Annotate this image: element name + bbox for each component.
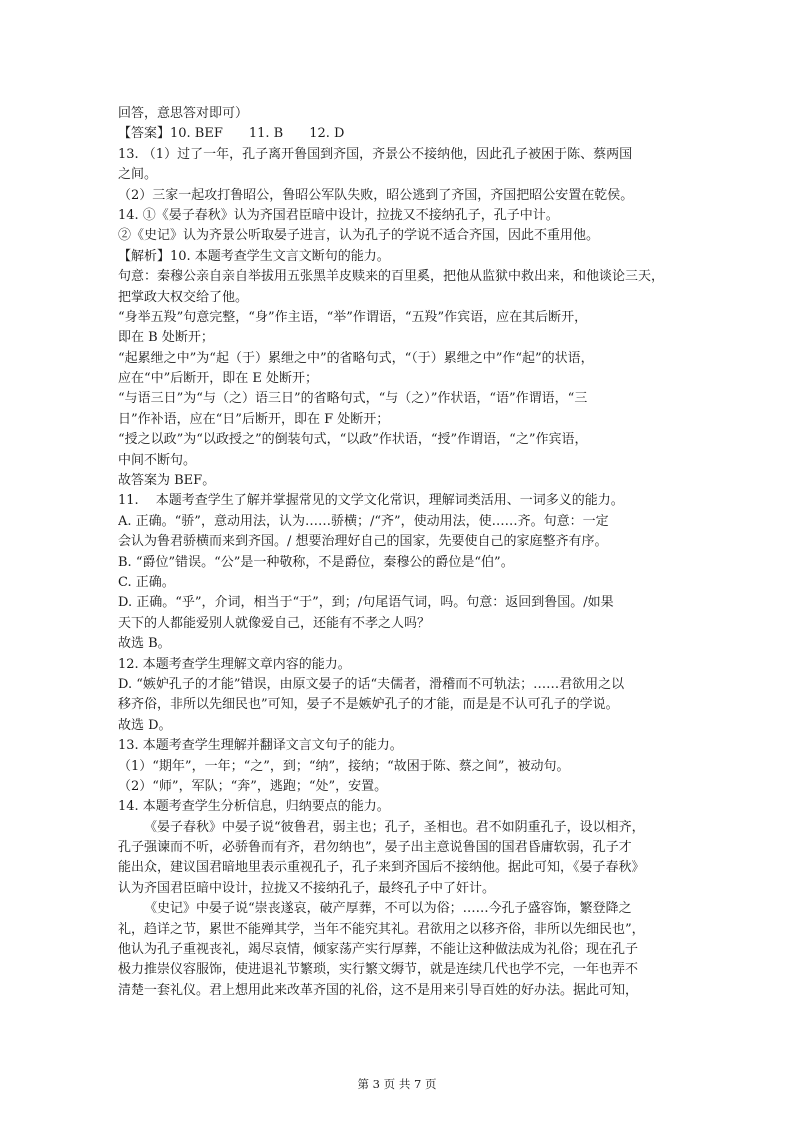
text-line: 极力推崇仪容服饰，使进退礼节繁琐，实行繁文缛节，就是连续几代也学不完，一年也弄不 <box>118 962 639 978</box>
text-line: （1）“期年”，一年；“之”，到；“纳”，接纳；“故困于陈、蔡之间”，被动句。 <box>118 758 570 774</box>
text-line: 之间。 <box>118 167 158 183</box>
text-line: “与语三日”为“与（之）语三日”的省略句式，“与（之）”作状语，“语”作谓语，“三 <box>118 391 588 407</box>
text-line-indented: 《晏子春秋》中晏子说“彼鲁君，弱主也；孔子，圣相也。君不如阴重孔子，设以相齐， <box>144 819 645 835</box>
text-line: 把掌政大权交给了他。 <box>118 289 249 305</box>
text-line: 清楚一套礼仪。君上想用此来改革齐国的礼俗，这不是用来引导百姓的好办法。据此可知， <box>118 982 639 998</box>
text-line: B. “爵位”错误。“公”是一种敬称，不是爵位，秦穆公的爵位是“伯”。 <box>118 554 514 570</box>
text-line: 14. ①《晏子春秋》认为齐国君臣暗中设计，拉拢又不接纳孔子，孔子中计。 <box>118 207 559 223</box>
text-line: 孔子强谏而不听，必骄鲁而有齐，君勿纳也”，晏子出主意说鲁国的国君昏庸软弱，孔子才 <box>118 840 632 856</box>
text-line: 14. 本题考查学生分析信息，归纳要点的能力。 <box>118 799 390 815</box>
text-line: 中间不断句。 <box>118 452 197 468</box>
text-line: “授之以政”为“以政授之”的倒装句式，“以政”作状语，“授”作谓语，“之”作宾语， <box>118 432 588 448</box>
text-line: 即在 B 处断开； <box>118 330 214 346</box>
text-line: 13. （1）过了一年，孔子离开鲁国到齐国，齐景公不接纳他，因此孔子被困于陈、蔡两国 <box>118 146 633 162</box>
page-number-footer: 第 3 页 共 7 页 <box>357 1077 437 1091</box>
text-line: 11. 本题考查学生了解并掌握常见的文学文化常识，理解词类活用、一词多义的能力。 <box>118 493 624 509</box>
text-line: 天下的人都能爱别人就像爱自己，还能有不孝之人吗？ <box>118 615 431 631</box>
text-line: 礼，趋详之节，累世不能殚其学，当年不能究其礼。君欲用之以移齐俗，非所以先细民也”， <box>118 921 645 937</box>
text-line: 故选 B。 <box>118 636 171 652</box>
text-line-indented: 《史记》中晏子说“崇丧遂哀，破产厚葬，不可以为俗；……今孔子盛容饰，繁登降之 <box>144 901 632 917</box>
text-line: 能出众，建议国君暗地里表示重视孔子，孔子来到齐国后不接纳他。据此可知，《晏子春秋》 <box>118 860 645 876</box>
text-line: ②《史记》认为齐景公听取晏子进言，认为孔子的学说不适合齐国，因此不重用他。 <box>118 228 600 244</box>
text-line: A. 正确。“骄”，意动用法，认为……骄横；/“齐”，使动用法，使……齐。句意：一定 <box>118 513 609 529</box>
text-line: （2）三家一起攻打鲁昭公，鲁昭公军队失败，昭公逃到了齐国，齐国把昭公安置在乾侯。 <box>118 187 634 203</box>
text-line: 故答案为 BEF。 <box>118 473 216 489</box>
text-line: D. “嫉妒孔子的才能”错误，由原文晏子的话“夫儒者，滑稽而不可轨法；……君欲用之以 <box>118 676 625 692</box>
text-line: “起累绁之中”为“起（于）累绁之中”的省略句式，“（于）累绁之中”作“起”的状语， <box>118 350 594 366</box>
text-line: 故选 D。 <box>118 717 172 733</box>
text-line: D. 正确。“乎”，介词，相当于“于”，到；/句尾语气词，吗。句意：返回到鲁国。/如果 <box>118 595 614 611</box>
text-line: 13. 本题考查学生理解并翻译文言文句子的能力。 <box>118 738 403 754</box>
text-line: 移齐俗，非所以先细民也”可知，晏子不是嫉妒孔子的才能，而是是不认可孔子的学说。 <box>118 697 619 713</box>
text-line: 回答，意思答对即可） <box>118 106 249 121</box>
text-line: 会认为鲁君骄横而来到齐国。/ 想要治理好自己的国家，先要使自己的家庭整齐有序。 <box>118 534 608 550</box>
text-line: 12. 本题考查学生理解文章内容的能力。 <box>118 656 351 672</box>
text-line: 句意：秦穆公亲自亲自举拔用五张黑羊皮赎来的百里奚，把他从监狱中救出来，和他谈论三天， <box>118 269 665 285</box>
text-line: 日”作补语，应在“日”后断开，即在 F 处断开； <box>118 411 390 427</box>
analysis-heading: 【解析】10. 本题考查学生文言文断句的能力。 <box>118 248 390 264</box>
text-line: 应在“中”后断开，即在 E 处断开； <box>118 371 319 387</box>
text-line: “身举五羖”句意完整，“身”作主语，“举”作谓语，“五羖”作宾语，应在其后断开， <box>118 309 588 325</box>
text-line: （2）“师”，军队；“奔”，逃跑；“处”，安置。 <box>118 778 388 794</box>
document-body <box>118 104 678 1001</box>
text-line: 他认为孔子重视丧礼，竭尽哀情，倾家荡产实行厚葬，不能让这种做法成为礼俗；现在孔子 <box>118 942 639 958</box>
text-line: 认为齐国君臣暗中设计，拉拢又不接纳孔子，最终孔子中了奸计。 <box>118 880 496 896</box>
text-line: C. 正确。 <box>118 574 175 590</box>
answer-line: 【答案】10. BEF 11. B 12. D <box>118 126 345 142</box>
